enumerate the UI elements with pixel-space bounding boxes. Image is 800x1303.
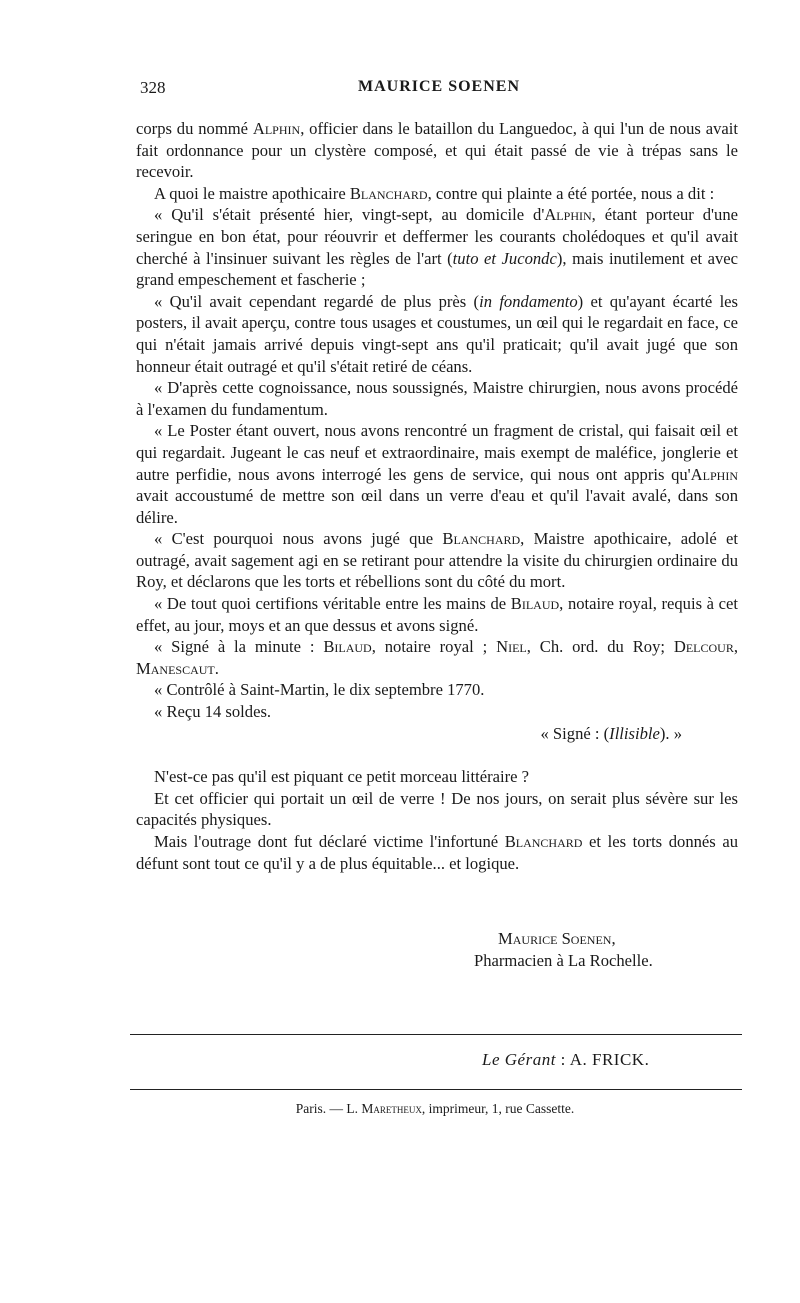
- author-signature: [474, 928, 754, 971]
- paragraph: [136, 183, 738, 205]
- text-run: , officier dans le bataillon du Languedoc, à qui l'un de nous avait fait ordonnance pour un clystère composé, et qui était passé de vie à trépas sans le recevoir.: [136, 119, 738, 182]
- divider-rule: [130, 1089, 742, 1090]
- paragraph-gap: [136, 744, 738, 766]
- signed-line: [136, 723, 738, 745]
- person-name: Blanchard: [349, 183, 428, 203]
- person-name: Alphin: [690, 464, 738, 484]
- text-run: corps du nommé: [136, 119, 253, 138]
- text-run: ), mais inutilement et avec grand empeschement et fascherie ;: [136, 248, 738, 290]
- paragraph: [136, 118, 738, 183]
- text-run: « Le Poster étant ouvert, nous avons rencontré un fragment de cristal, qui faisait œil et qui regardait. Jugeant le cas neuf et extraordinaire, mais exempt de maléfice, jonglerie et autre perfidie, nous avons interrogé les gens de service, qui nous ont appris qu': [136, 421, 738, 484]
- paragraph: [136, 291, 738, 377]
- text-run: Mais l'outrage dont fut déclaré victime l'infortuné: [154, 832, 505, 851]
- paragraph: [136, 204, 738, 290]
- paragraph: [136, 831, 738, 874]
- text-run: ) et qu'ayant écarté les posters, il avait aperçu, contre tous usages et coustumes, un œil qui le regardait en face, ce qui n'était jamais arrivé depuis vingt-sept ans qu'il praticait; qu'il avait jugé que son honneur était outragé et qu'il s'était retiré de céans.: [136, 291, 738, 376]
- text-run: « Qu'il avait cependant regardé de plus près (: [154, 291, 480, 311]
- text-run: A quoi le maistre apothicaire: [154, 183, 350, 203]
- text-run: , contre qui plainte a été portée, nous a dit :: [427, 183, 715, 203]
- paragraph: « Contrôlé à Saint-Martin, le dix septembre 1770.: [154, 680, 485, 700]
- page-number: 328: [140, 78, 166, 97]
- divider-rule: [130, 1034, 742, 1035]
- text-run: Paris. — L.: [295, 1101, 362, 1116]
- text-run: , Ch. ord. du Roy;: [526, 637, 674, 657]
- person-name: Niel: [496, 637, 527, 657]
- author-name: Maurice Soenen,: [498, 929, 616, 948]
- paragraph: [136, 420, 738, 528]
- person-name: Manescaut: [136, 658, 215, 678]
- paragraph: « Reçu 14 soldes.: [154, 702, 272, 722]
- gerant-name: A. FRICK.: [569, 1050, 650, 1069]
- gerant-line: [482, 1050, 649, 1070]
- text-run: « C'est pourquoi nous avons jugé que: [154, 529, 443, 549]
- person-name: Alphin: [252, 119, 301, 138]
- text-run: « Qu'il s'était présenté hier, vingt-sept, au domicile d': [154, 205, 545, 225]
- illegible-note: Illisible: [609, 723, 660, 743]
- page-header: [140, 78, 738, 102]
- text-run: :: [555, 1050, 570, 1069]
- latin-phrase: in fondamento: [479, 291, 578, 311]
- person-name: Alphin: [544, 205, 592, 225]
- text-run: « Signé : (: [540, 723, 610, 743]
- text-run: , étant porteur d'une seringue en bon état, pour réouvrir et deffermer les courants cholédoques et qu'il avait cherché à l'insinuer suivant les règles de l'art (: [136, 205, 739, 268]
- text-run: avait accoustumé de mettre son œil dans un verre d'eau et qu'il l'avait avalé, dans son délire.: [136, 486, 738, 527]
- printer-imprint: [0, 1101, 800, 1117]
- person-name: Blanchard: [442, 529, 521, 549]
- text-run: « De tout quoi certifions véritable entre les mains de: [154, 594, 511, 614]
- text-run: .: [214, 658, 219, 678]
- text-run: , notaire royal, requis à cet effet, au jour, moys et an que dessus et avons signé.: [136, 594, 738, 635]
- article-body: [136, 118, 738, 874]
- paragraph: [136, 528, 738, 593]
- text-run: ,: [733, 637, 738, 657]
- text-run: , Maistre apothicaire, adolé et outragé, avait sagement agi en se retirant pour attendre la visite du chirurgien ordinaire du Roy, et déclarons que les torts et rébellions sont du côté du mort.: [136, 529, 738, 592]
- paragraph: N'est-ce pas qu'il est piquant ce petit morceau littéraire ?: [154, 767, 530, 787]
- paragraph: [136, 636, 738, 679]
- latin-phrase: tuto et Jucondc: [452, 248, 557, 268]
- author-title: Pharmacien à La Rochelle.: [474, 950, 653, 970]
- paragraph: « D'après cette cognoissance, nous soussignés, Maistre chirurgien, nous avons procédé à l'examen du fundamentum.: [136, 378, 738, 419]
- person-name: Delcour: [673, 637, 734, 657]
- paragraph: Et cet officier qui portait un œil de verre ! De nos jours, on serait plus sévère sur les capacités physiques.: [136, 788, 738, 830]
- text-run: et les torts donnés au défunt sont tout ce qu'il y a de plus équitable... et logique.: [136, 832, 738, 873]
- running-head: MAURICE SOENEN: [357, 78, 520, 95]
- text-run: , notaire royal ;: [371, 637, 497, 657]
- text-run: « Signé à la minute :: [154, 637, 324, 657]
- person-name: Bilaud: [510, 594, 560, 614]
- printer-name: Maretheux: [361, 1101, 422, 1116]
- person-name: Blanchard: [504, 832, 583, 851]
- person-name: Bilaud: [323, 637, 372, 657]
- text-run: ). »: [659, 723, 682, 743]
- paragraph: [136, 593, 738, 636]
- gerant-label: Le Gérant: [482, 1050, 556, 1069]
- text-run: , imprimeur, 1, rue Cassette.: [421, 1101, 575, 1116]
